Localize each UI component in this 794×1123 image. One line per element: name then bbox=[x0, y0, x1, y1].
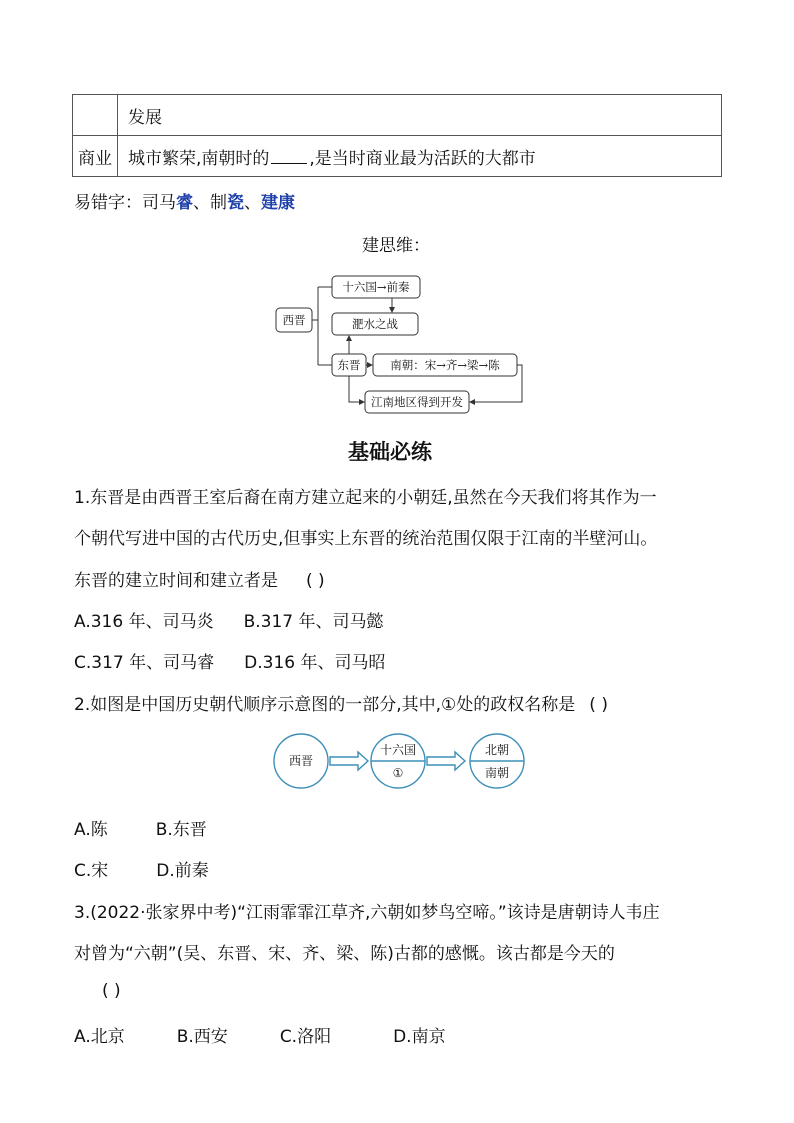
typo-word-1: 睿 bbox=[176, 193, 193, 213]
section-title: 基础必练 bbox=[348, 440, 432, 464]
table-cell-text: 发展 bbox=[118, 95, 722, 136]
mind-map-diagram bbox=[270, 268, 530, 418]
node-5-label: 江南地区得到开发 bbox=[371, 395, 463, 409]
q1-options-cd bbox=[74, 648, 386, 673]
table-cell-label bbox=[73, 95, 118, 136]
q1-line-1: 1.东晋是由西晋王室后裔在南方建立起来的小朝廷,虽然在今天我们将其作为一 bbox=[74, 488, 657, 508]
option-c[interactable]: C.洛阳 bbox=[279, 1027, 332, 1047]
node-2-label: 淝水之战 bbox=[352, 317, 398, 331]
option-d[interactable]: D.前秦 bbox=[156, 861, 209, 881]
q3-options bbox=[74, 1022, 446, 1047]
commerce-text-before: 城市繁荣,南朝时的 bbox=[128, 148, 270, 169]
seq-c3-top: 北朝 bbox=[484, 743, 510, 757]
arrow-right-icon bbox=[427, 752, 465, 770]
answer-paren[interactable]: ( ) bbox=[589, 695, 608, 715]
table-cell-text bbox=[118, 136, 722, 177]
seq-c2-bottom: ① bbox=[392, 766, 404, 780]
option-b[interactable]: B.西安 bbox=[176, 1027, 228, 1047]
dynasty-sequence-diagram bbox=[270, 726, 532, 796]
q2-options-ab bbox=[74, 815, 207, 840]
option-a[interactable]: A.北京 bbox=[74, 1027, 125, 1047]
answer-paren[interactable]: ( ) bbox=[306, 571, 325, 591]
typo-sep-1: 、制 bbox=[193, 193, 227, 213]
option-c[interactable]: C.宋 bbox=[74, 861, 109, 881]
q2-options-cd bbox=[74, 856, 209, 881]
node-1-label: 十六国→前秦 bbox=[342, 280, 410, 294]
q2-line-1 bbox=[74, 690, 608, 715]
typo-prefix: 易错字：司马 bbox=[74, 193, 176, 213]
option-b[interactable]: B.东晋 bbox=[155, 820, 207, 840]
q1-line-2: 个朝代写进中国的古代历史,但事实上东晋的统治范围仅限于江南的半壁河山。 bbox=[74, 529, 658, 549]
answer-paren[interactable]: ( ) bbox=[102, 981, 121, 1001]
option-d[interactable]: D.南京 bbox=[393, 1027, 446, 1047]
q2-stem: 2.如图是中国历史朝代顺序示意图的一部分,其中,①处的政权名称是 bbox=[74, 695, 576, 715]
typo-word-3: 建康 bbox=[261, 193, 295, 213]
node-root-label: 西晋 bbox=[282, 313, 306, 327]
option-c[interactable]: C.317 年、司马睿 bbox=[74, 653, 215, 673]
table-row bbox=[73, 95, 722, 136]
q3-line-1: 3.(2022·张家界中考)“江雨霏霏江草齐,六朝如梦鸟空啼。”该诗是唐朝诗人韦庄 bbox=[74, 903, 660, 923]
q1-line-3 bbox=[74, 566, 325, 591]
table-row bbox=[73, 136, 722, 177]
option-d[interactable]: D.316 年、司马昭 bbox=[244, 653, 386, 673]
table-cell-label: 商业 bbox=[73, 136, 118, 177]
seq-c2-top: 十六国 bbox=[379, 743, 417, 757]
arrow-n3-n5 bbox=[349, 376, 364, 402]
q1-stem-end: 东晋的建立时间和建立者是 bbox=[74, 571, 278, 591]
option-b[interactable]: B.317 年、司马懿 bbox=[243, 612, 384, 632]
q1-options-ab bbox=[74, 607, 384, 632]
typo-sep-2: 、 bbox=[244, 193, 261, 213]
typo-word-2: 瓷 bbox=[227, 193, 244, 213]
node-4-label: 南朝：宋→齐→梁→陈 bbox=[390, 358, 500, 372]
seq-c1-label: 西晋 bbox=[288, 754, 314, 768]
arrow-right-icon bbox=[330, 752, 368, 770]
commerce-text-after: ,是当时商业最为活跃的大都市 bbox=[309, 148, 536, 169]
option-a[interactable]: A.316 年、司马炎 bbox=[74, 612, 214, 632]
fill-in-blank[interactable] bbox=[271, 149, 307, 164]
node-3-label: 东晋 bbox=[337, 358, 361, 372]
think-title: 建思维： bbox=[362, 236, 430, 256]
q3-line-2: 对曾为“六朝”(吴、东晋、宋、齐、梁、陈)古都的感慨。该古都是今天的 bbox=[74, 944, 615, 964]
option-a[interactable]: A.陈 bbox=[74, 820, 108, 840]
connector-bracket bbox=[312, 287, 332, 365]
seq-c3-bottom: 南朝 bbox=[484, 766, 510, 780]
policy-table bbox=[72, 94, 722, 177]
typo-note bbox=[74, 188, 295, 213]
